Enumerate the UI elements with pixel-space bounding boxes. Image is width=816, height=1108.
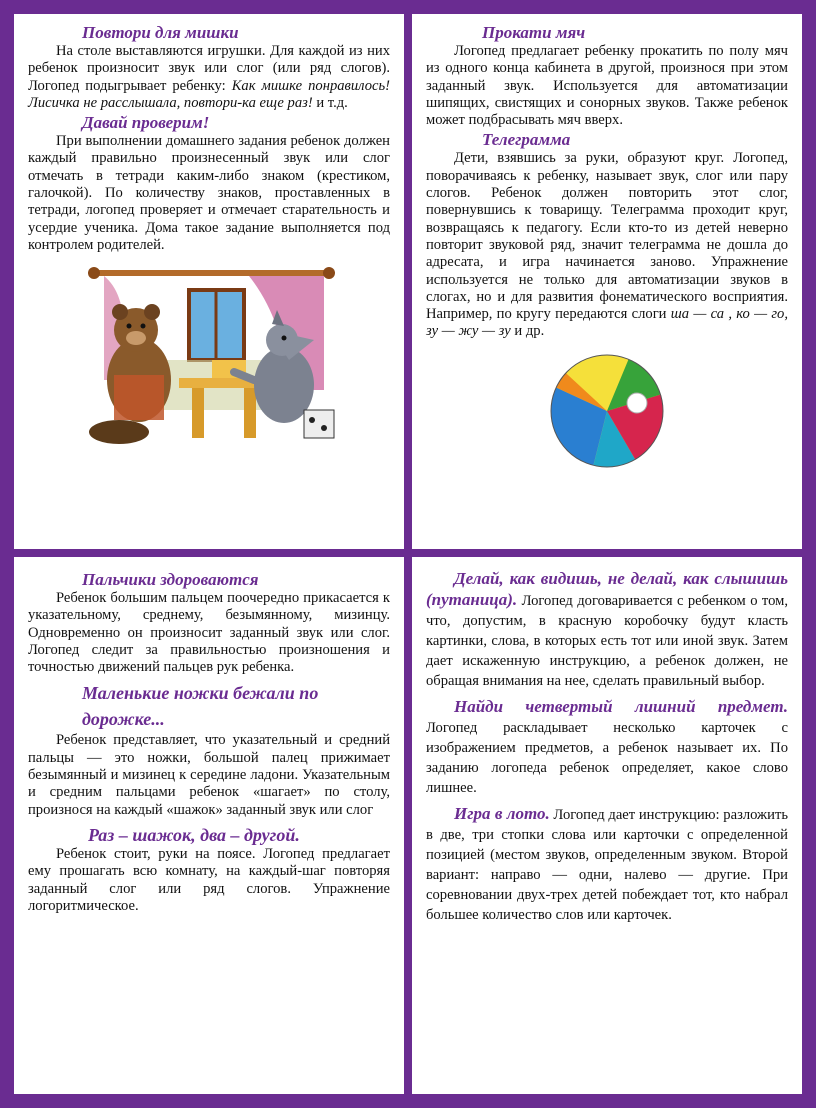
heading-repeat-for-bear: Повтори для мишки (82, 23, 239, 42)
text-repeat-for-bear: На столе выставляются игрушки. Для каждой из них ребенок произносит звук или слог (или ряд слогов). Логопед подыгрывает ребенку: Как мишке понравилось! Лисичка не расслышала, повтори-ка еще раз! и т.д. (28, 43, 390, 111)
heading-telegram: Телеграмма (482, 130, 571, 150)
text-step-step: Ребенок стоит, руки на поясе. Логопед предлагает ему прошагать всю комнату, на каждый-шаг повторяя заданный слог или ряд слогов. Упражнение логоритмическое. (28, 845, 390, 914)
heading-roll-the-ball: Прокати мяч (482, 23, 586, 42)
text-telegram: Дети, взявшись за руки, образуют круг. Логопед, поворачиваясь к ребенку, называет звук, слог или пару слогов. Ребенок должен повторить этот слог, повернувшись к товарищу. Телеграмма проходит круг, возвращаясь к педагогу. Если кто-то из детей неверно повторит звуковой ряд, значит телеграмма не дошла до адресата, и игра начинается заново. Упражнение используется не только для автоматизации звуков в слогах, но и для развития фонематического восприятия. Например, по кругу передаются слоги ша — са , ко — го, зу — жу — зу и др. (426, 150, 788, 340)
heading-fingers-greet: Пальчики здороваются (82, 570, 259, 589)
panel-roll-the-ball (412, 14, 802, 549)
section-find-fourth: Найди четвертый лишний предмет. Логопед раскладывает несколько карточек с изображением предметов, а ребенок называет их. По заданию логопеда ребенок определяет, какое слово лишнее. (426, 697, 788, 796)
text-little-feet: Ребенок представляет, что указательный и средний пальцы — это ножки, большой палец прижимает безымянный и мизинец к середине ладони. Указательным и средним пальцами ребенок «шагает» по столу, произнося на каждый «шажок» заданный звук или слог (28, 732, 390, 818)
heading-do-as-you-see: Делай, как видишь, не делай, как слышишь (путаница). (426, 569, 788, 609)
text-roll-the-ball: Логопед предлагает ребенку прокатить по полу мяч из одного конца кабинета в другой, произнося при этом заданный звук. Используется для автоматизации шипящих, свистящих и сонорных звуков. Также ребенок может подбрасывать мяч вверх. (426, 43, 788, 129)
panel-games (412, 557, 802, 1094)
bear-and-wolf-illustration (74, 260, 344, 450)
heading-lets-check: Давай проверим! (82, 113, 210, 133)
beach-ball-illustration (542, 351, 672, 471)
heading-find-fourth: Найди четвертый лишний предмет. (454, 697, 788, 716)
text-fingers-greet: Ребенок большим пальцем поочередно прикасается к указательному, среднему, безымянному, мизинцу. Одновременно он произносит заданный звук или слог. Логопед следит за правильностью произношения и точностью движений пальцев рук ребенка. (28, 590, 390, 676)
heading-lotto: Игра в лото. (454, 804, 550, 823)
panel-repeat-for-bear (14, 14, 404, 549)
section-lotto: Игра в лото. Логопед дает инструкцию: разложить в две, три стопки слова или карточки с определенной позицией (местом звуков, определенным звуком. Второй вариант: направо — одни, налево — другие. При соревновании двух-трех детей побеждает тот, кто набрал большее количество слов или карточек. (426, 804, 788, 923)
panel-fingers-greet (14, 557, 404, 1094)
section-do-as-you-see: Делай, как видишь, не делай, как слышишь (путаница). Логопед договаривается с ребенком о том, что, допустим, в красную коробочку будут класть картинки, слова, в которых есть тот или иной звук. Затем дает искаженную инструкцию, а ребенок должен, не обращая внимания на нее, сделать правильный выбор. (426, 569, 788, 689)
text-lets-check: При выполнении домашнего задания ребенок должен каждый правильно произнесенный звук или слог отмечать в тетради каким-либо знаком (крестиком, галочкой). По количеству знаков, проставленных в тетради, логопед проверяет и отмечает старательность и усердие ученика. Дома такое задание выполняется под контролем родителей. (28, 133, 390, 253)
heading-step-step: Раз – шажок, два – другой. (88, 824, 300, 845)
heading-little-feet: Маленькие ножки бежали по дорожке... (82, 683, 319, 730)
